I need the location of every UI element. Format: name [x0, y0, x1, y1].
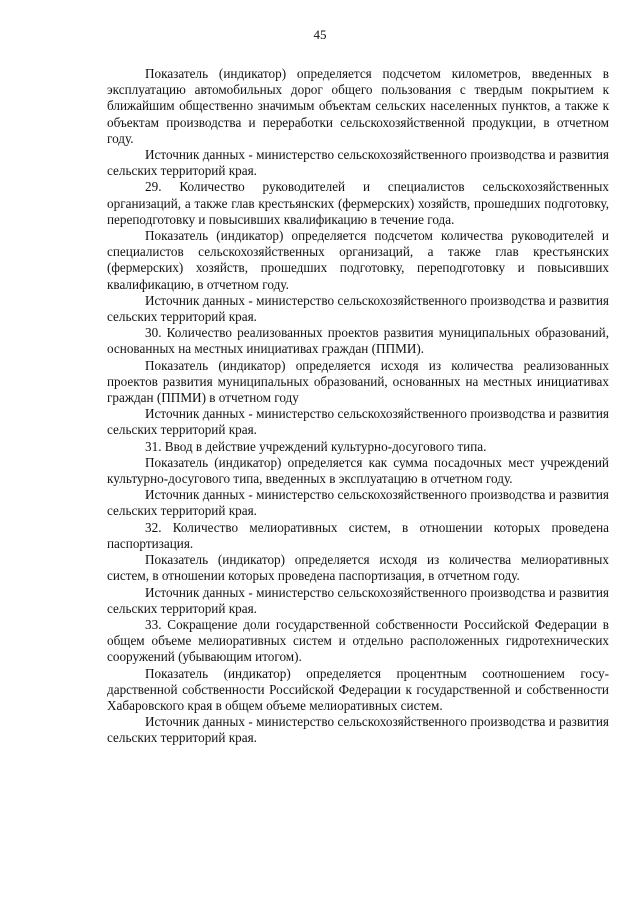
paragraph-item-32-indicator: Показатель (индикатор) определяется исходя из количества мелиоративных систем, в отношении которых проведена паспортизация, в отчетном году.: [107, 552, 609, 584]
paragraph-data-source: Источник данных - министерство сельскохозяйственного производства и развития сельских территорий края.: [107, 147, 609, 179]
paragraph-item-30-indicator: Показатель (индикатор) определяется исходя из количества реализованных проектов развития муниципальных образований, основанных на местных инициативах граждан (ППМИ) в отчетном году: [107, 357, 609, 406]
page-number: 45: [313, 27, 327, 42]
paragraph-road-indicator: Показатель (индикатор) определяется подсчетом километров, введенных в эксплуатацию автомобильных дорог общего пользования с твердым покрытием к ближайшим общественно значимым объектам сельских населенных пунктов, а также к объектам производства и переработки сельскохозяйственной продукции, в отчетном году.: [107, 66, 609, 146]
paragraph-item-33: 33. Сокращение доли государственной собственности Российской Федерации в общем объеме мелиоративных систем и отдельно расположенных гидротехнических сооружений (убывающим итогом).: [107, 616, 609, 665]
paragraph-data-source: Источник данных - министерство сельскохозяйственного производства и развития сельских территорий края.: [107, 406, 609, 438]
paragraph-data-source: Источник данных - министерство сельскохозяйственного производства и развития сельских территорий края.: [107, 714, 609, 746]
paragraph-item-31-indicator: Показатель (индикатор) определяется как сумма посадочных мест учреждений культурно-досугового типа, введенных в эксплуатацию в отчетном году.: [107, 454, 609, 487]
document-body: [107, 66, 609, 747]
paragraph-item-31: 31. Ввод в действие учреждений культурно-досугового типа.: [145, 438, 487, 454]
paragraph-item-33-indicator: Показатель (индикатор) определяется процентным соотношением государственной собственности Российской Федерации к государственной и собственности Хабаровского края в общем объеме мелиоративных систем.: [107, 665, 609, 713]
paragraph-item-32: 32. Количество мелиоративных систем, в отношении которых проведена паспортизация.: [107, 519, 609, 551]
paragraph-data-source: Источник данных - министерство сельскохозяйственного производства и развития сельских территорий края.: [107, 584, 609, 616]
paragraph-item-30: 30. Количество реализованных проектов развития муниципальных образований, основанных на местных инициативах граждан (ППМИ).: [107, 325, 609, 357]
paragraph-item-29-indicator: Показатель (индикатор) определяется подсчетом количества руководителей и специалистов сельскохозяйственных организаций, а также глав крестьянских (фермерских) хозяйств, прошедших подготовку, переподготовку и повысивших квалификацию, в отчетном году.: [107, 228, 609, 292]
paragraph-data-source: Источник данных - министерство сельскохозяйственного производства и развития сельских территорий края.: [107, 292, 609, 325]
paragraph-data-source: Источник данных - министерство сельскохозяйственного производства и развития сельских территорий края.: [107, 487, 609, 519]
paragraph-item-29: 29. Количество руководителей и специалистов сельскохозяйственных организаций, а также глав крестьянских (фермерских) хозяйств, прошедших подготовку, переподготовку и повысивших квалификацию в течение года.: [107, 179, 609, 227]
